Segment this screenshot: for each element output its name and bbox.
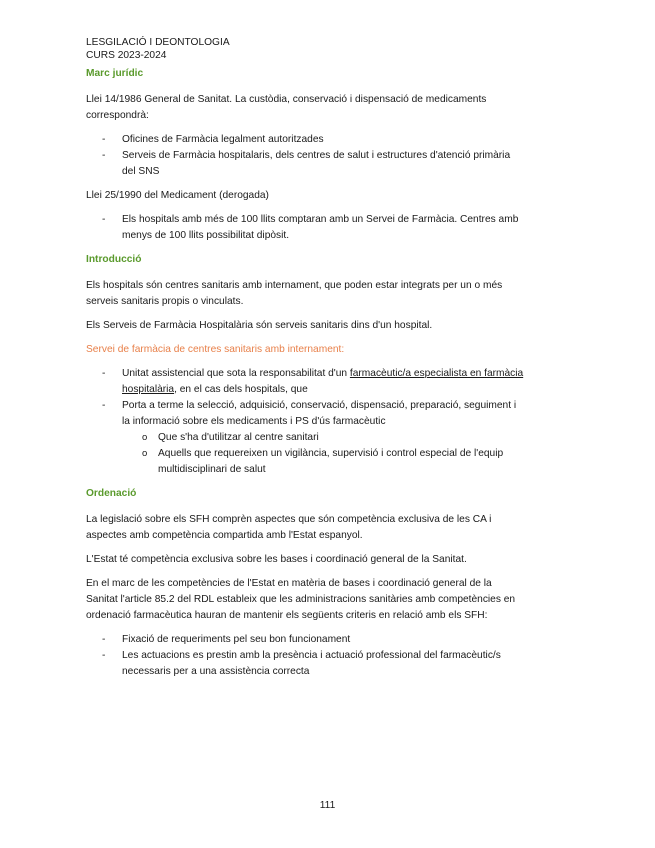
section-title-ordenacio: Ordenació xyxy=(86,488,137,499)
section-title-introduccio: Introducció xyxy=(86,254,142,265)
list-item: - Els hospitals amb més de 100 llits comptaran amb un Servei de Farmàcia. Centres amb menys de 100 llits possibilitat dipòsit. xyxy=(86,212,526,244)
list-item-text: Unitat assistencial que sota la responsabilitat d'un xyxy=(122,368,350,379)
section-title-marc-juridic: Marc jurídic xyxy=(86,68,144,79)
list-item: - Oficines de Farmàcia legalment autoritzades xyxy=(86,132,526,148)
list-item: - Porta a terme la selecció, adquisició, conservació, dispensació, preparació, seguiment i la informació sobre els medicaments i PS d'ús farmacèutic xyxy=(86,398,526,430)
sub-list-item: o Que s'ha d'utilitzar al centre sanitari xyxy=(86,430,526,446)
bullet-list xyxy=(86,132,526,180)
paragraph: L'Estat té competència exclusiva sobre les bases i coordinació general de la Sanitat. xyxy=(86,554,467,565)
underlined-term: farmacèutic/a especialista en farmàcia hospitalària xyxy=(122,368,524,395)
page-number: 111 xyxy=(319,800,336,811)
list-item: - Serveis de Farmàcia hospitalaris, dels centres de salut i estructures d'atenció primària del SNS xyxy=(86,148,526,180)
paragraph: En el marc de les competències de l'Estat en matèria de bases i coordinació general de la Sanitat l'article 85.2 del RDL estableix que les administracions sanitàries amb competències en ordenació farmacèutica hauran de mantenir els següents criteris en relació amb els SFH: xyxy=(86,578,516,621)
paragraph: Llei 25/1990 del Medicament (derogada) xyxy=(86,190,269,201)
document-page xyxy=(86,36,526,688)
list-item: - Fixació de requeriments pel seu bon funcionament xyxy=(86,632,526,648)
paragraph: Els hospitals són centres sanitaris amb internament, que poden estar integrats per un o més serveis sanitaris propis o vinculats. xyxy=(86,280,503,307)
paragraph: Els Serveis de Farmàcia Hospitalària són serveis sanitaris dins d'un hospital. xyxy=(86,320,433,331)
list-item-text: , en el cas dels hospitals, que xyxy=(174,384,308,395)
paragraph: Llei 14/1986 General de Sanitat. La custòdia, conservació i dispensació de medicaments correspondrà: xyxy=(86,94,487,121)
doc-header-title: LESGILACIÓ I DEONTOLOGIA xyxy=(86,37,230,48)
bullet-list xyxy=(86,632,526,680)
sub-list-item: o Aquells que requereixen un vigilància, supervisió i control especial de l'equip multidisciplinari de salut xyxy=(86,446,526,478)
bullet-list xyxy=(86,366,526,430)
list-item xyxy=(86,366,526,398)
paragraph: La legislació sobre els SFH comprèn aspectes que són competència exclusiva de les CA i aspectes amb competència compartida amb l'Estat espanyol. xyxy=(86,514,492,541)
subsection-title: Servei de farmàcia de centres sanitaris amb internament: xyxy=(86,344,345,355)
list-item: - Les actuacions es prestin amb la presència i actuació professional del farmacèutic/s necessaris per a una assistència correcta xyxy=(86,648,526,680)
sub-bullet-list xyxy=(86,430,526,478)
doc-header-course: CURS 2023-2024 xyxy=(86,50,167,61)
bullet-list xyxy=(86,212,526,244)
